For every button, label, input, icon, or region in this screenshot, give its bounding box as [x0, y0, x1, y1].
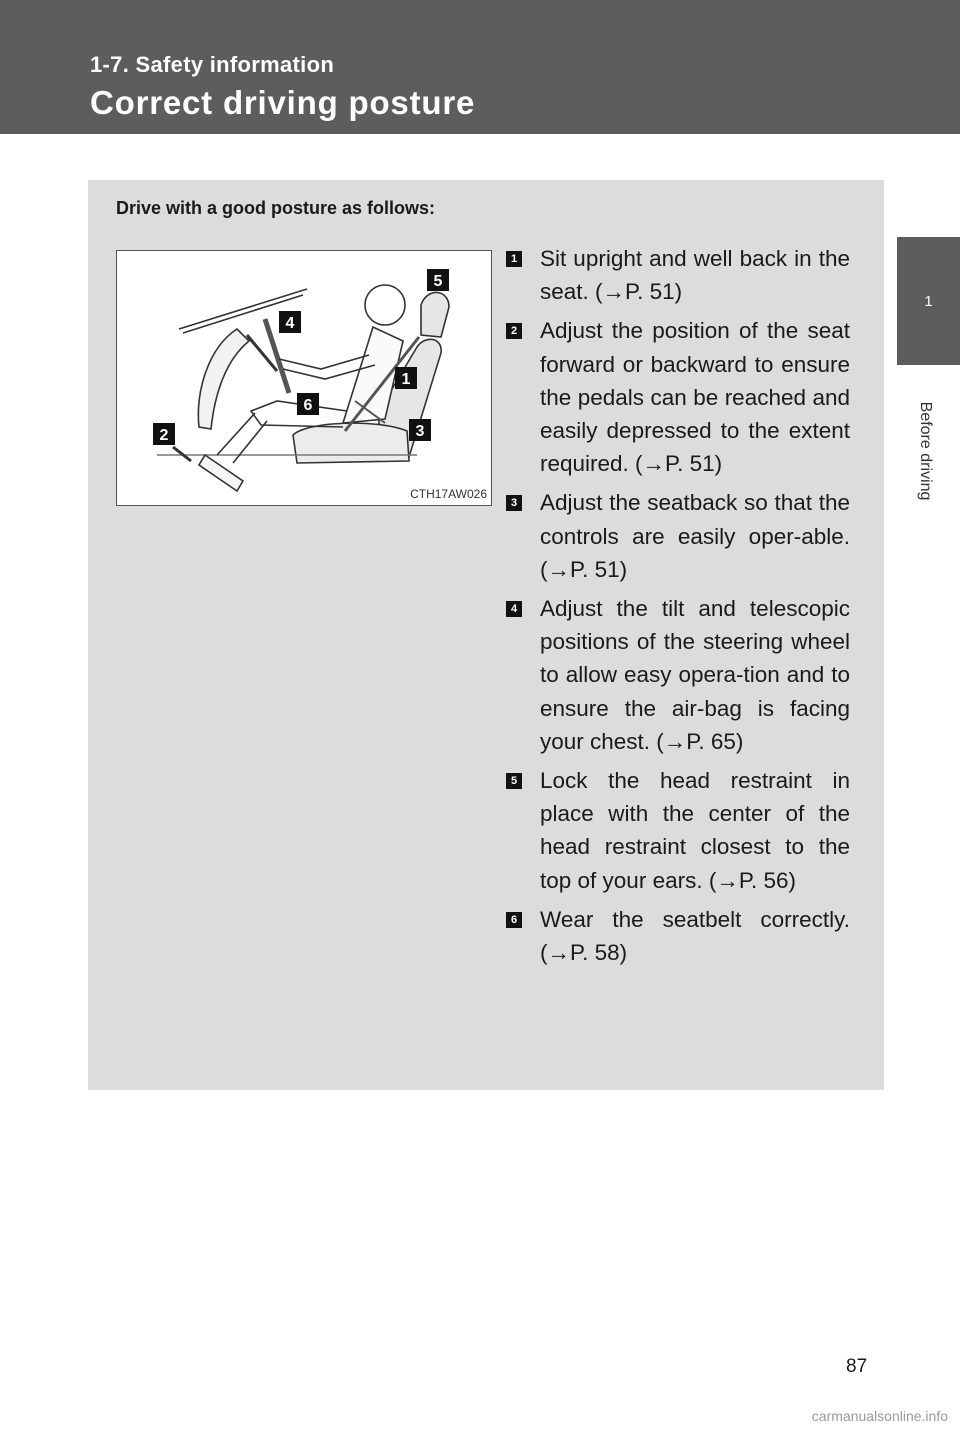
step-text: Adjust the seatback so that the controls are easily oper-able. (→P. 51) [540, 490, 850, 582]
step-text: Adjust the tilt and telescopic positions of the steering wheel to allow easy opera-tion and to ensure the air-bag is facing your chest. (→P. 65) [540, 596, 850, 754]
posture-steps-list [506, 242, 850, 975]
callout-2: 2 [159, 427, 169, 444]
step-number-badge: 5 [506, 773, 522, 789]
list-item [506, 242, 850, 308]
content-panel [88, 180, 884, 1090]
section-label: 1-7. Safety information [90, 52, 335, 77]
step-text: Wear the seatbelt correctly. (→P. 58) [540, 906, 850, 966]
step-number-badge: 6 [506, 912, 522, 928]
watermark: carmanualsonline.info [811, 1408, 948, 1424]
callout-4: 4 [285, 315, 295, 332]
callout-6: 6 [303, 397, 313, 414]
chapter-label: Before driving [917, 401, 934, 501]
list-item [506, 764, 850, 897]
step-number-badge: 3 [506, 495, 522, 511]
page-header [0, 0, 960, 134]
callout-5: 5 [433, 273, 443, 290]
step-text: Adjust the position of the seat forward or backward to ensure the pedals can be reached and easily depressed to the extent required. (→P. 51) [540, 318, 850, 477]
intro-text: Drive with a good posture as follows: [116, 198, 436, 218]
callout-1: 1 [401, 371, 411, 388]
page-title: Correct driving posture [90, 84, 476, 121]
list-item [506, 592, 850, 758]
page-number: 87 [846, 1356, 868, 1377]
posture-illustration [116, 250, 492, 506]
step-number-badge: 1 [506, 251, 522, 267]
list-item [506, 903, 850, 969]
step-text: Lock the head restraint in place with the center of the head restraint closest to the top of your ears. (→P. 56) [540, 768, 850, 893]
figure-code: CTH17AW026 [410, 487, 487, 501]
step-text: Sit upright and well back in the seat. (→P. 51) [540, 246, 850, 305]
chapter-number: 1 [924, 292, 933, 310]
step-number-badge: 2 [506, 323, 522, 339]
callout-3: 3 [415, 423, 425, 440]
step-number-badge: 4 [506, 601, 522, 617]
chapter-tab[interactable] [897, 237, 960, 365]
driver-posture-drawing [117, 251, 491, 505]
list-item [506, 486, 850, 586]
list-item [506, 314, 850, 480]
